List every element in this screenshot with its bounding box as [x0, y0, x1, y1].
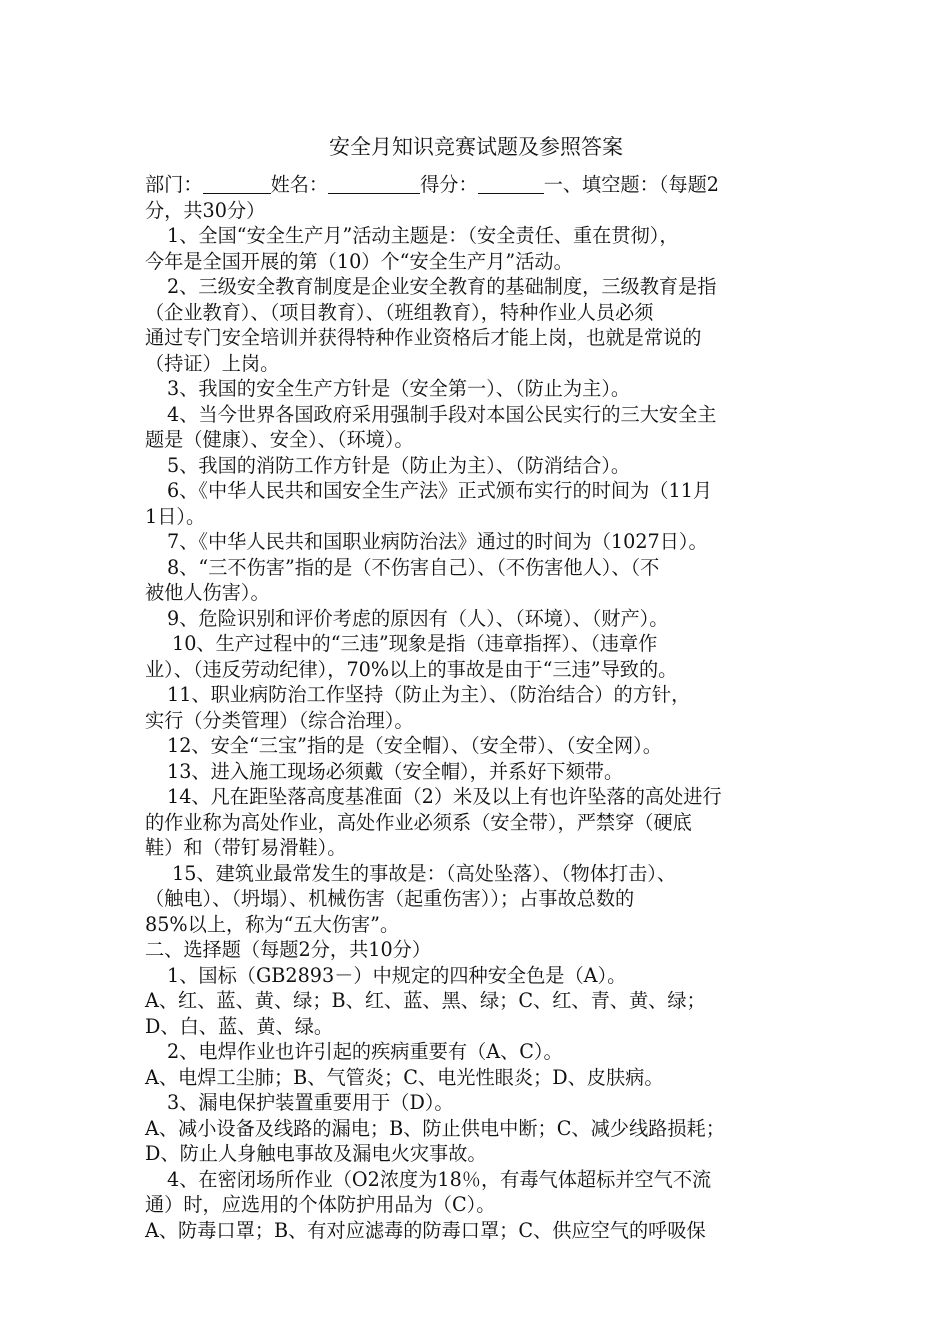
- q7-line-1: 7、《中华人民共和国职业病防治法》通过的时间为（1027日）。: [167, 530, 708, 553]
- question-2: [145, 274, 807, 376]
- question-3: [145, 376, 807, 402]
- score-label: 得分：: [420, 173, 478, 196]
- q11-line-1: 11、职业病防治工作坚持（防止为主）、（防治结合）的方针，: [167, 683, 691, 706]
- q4-line-1: 4、当今世界各国政府采用强制手段对本国公民实行的三大安全主: [167, 402, 717, 426]
- cq1-line-3: D、白、蓝、黄、绿。: [145, 1014, 334, 1038]
- question-14: [145, 784, 807, 861]
- question-15: [145, 861, 807, 938]
- q15-line-3: 85%以上，称为“五大伤害”。: [145, 912, 400, 936]
- question-5: [145, 453, 807, 479]
- q1-line-1: 1、全国“安全生产月”活动主题是：（安全责任、重在贯彻），: [167, 224, 679, 247]
- q2-line-3: 通过专门安全培训并获得特种作业资格后才能上岗，也就是常说的: [145, 326, 702, 349]
- section2-title: 二、选择题（每题2分，共10分）: [145, 938, 432, 961]
- question-12: [145, 733, 807, 759]
- cq1-line-2: A、红、蓝、黄、绿；B、红、蓝、黑、绿；C、红、青、黄、绿；: [145, 989, 706, 1012]
- cq3-line-1: 3、漏电保护装置重要用于（D）。: [167, 1091, 454, 1114]
- question-13: [145, 759, 807, 785]
- q2-line-1: 2、三级安全教育制度是企业安全教育的基础制度，三级教育是指: [167, 275, 717, 298]
- choice-question-2: [145, 1039, 807, 1090]
- question-10: [145, 631, 807, 682]
- q15-line-2: （触电）、（坍塌）、机械伤害（起重伤害））；占事故总数的: [145, 887, 635, 910]
- q14-line-3: 鞋）和（带钉易滑鞋）。: [145, 836, 347, 859]
- name-blank[interactable]: [328, 175, 420, 194]
- question-8: [145, 555, 807, 606]
- q12-line-1: 12、安全“三宝”指的是（安全帽）、（安全带）、（安全网）。: [167, 734, 662, 757]
- question-11: [145, 682, 807, 733]
- choice-question-1: [145, 963, 807, 1040]
- q6-line-2: 1日）。: [145, 504, 206, 528]
- q14-line-1: 14、凡在距坠落高度基准面（2）米及以上有也许坠落的高处进行: [167, 785, 722, 808]
- q4-line-2: 题是（健康）、安全）、（环境）。: [145, 428, 414, 451]
- q14-line-2: 的作业称为高处作业，高处作业必须系（安全带），严禁穿（硬底: [145, 810, 692, 834]
- q11-line-2: 实行（分类管理）（综合治理）。: [145, 708, 414, 732]
- question-4: [145, 402, 807, 453]
- question-7: [145, 529, 807, 555]
- q10-line-1: 10、生产过程中的“三违”现象是指（违章指挥）、（违章作: [172, 632, 658, 655]
- choice-question-3: [145, 1090, 807, 1167]
- question-1: [145, 223, 807, 274]
- q2-line-2: （企业教育）、（项目教育）、（班组教育），特种作业人员必须: [145, 300, 654, 324]
- q10-line-2: 业）、（违反劳动纪律），70%以上的事故是由于“三违”导致的。: [145, 657, 678, 681]
- document-body: [145, 132, 807, 1243]
- dept-blank[interactable]: [203, 175, 271, 194]
- q3-line-1: 3、我国的安全生产方针是（安全第一）、（防止为主）。: [167, 377, 631, 400]
- cq4-line-1: 4、在密闭场所作业（O2浓度为18％，有毒气体超标并空气不流: [167, 1167, 712, 1191]
- cq2-line-1: 2、电焊作业也许引起的疾病重要有（A、C）。: [167, 1040, 563, 1063]
- cq3-line-3: D、防止人身触电事故及漏电火灾事故。: [145, 1142, 487, 1165]
- q1-line-2: 今年是全国开展的第（10）个“安全生产月”活动。: [145, 249, 573, 273]
- section1-title: 一、填空题：（每题2: [543, 173, 719, 196]
- q9-line-1: 9、危险识别和评价考虑的原因有（人）、（环境）、（财产）。: [167, 606, 669, 630]
- q8-line-2: 被他人伤害）。: [145, 581, 270, 604]
- q8-line-1: 8、“三不伤害”指的是（不伤害自己）、（不伤害他人）、（不: [167, 555, 660, 579]
- dept-label: 部门：: [145, 173, 203, 196]
- choice-question-4: [145, 1167, 807, 1244]
- cq1-line-1: 1、国标（GB2893－）中规定的四种安全色是（A）。: [167, 963, 627, 987]
- cq4-line-3: A、防毒口罩；B、有对应滤毒的防毒口罩；C、供应空气的呼吸保: [145, 1218, 706, 1242]
- cq4-line-2: 通）时，应选用的个体防护用品为（C）。: [145, 1193, 496, 1216]
- score-blank[interactable]: [478, 175, 544, 194]
- q13-line-1: 13、进入施工现场必须戴（安全帽），并系好下颏带。: [167, 759, 624, 783]
- q6-line-1: 6、《中华人民共和国安全生产法》正式颁布实行的时间为（11月: [167, 479, 713, 502]
- section1-title-cont: 分，共30分）: [145, 198, 266, 222]
- document-title: 安全月知识竞赛试题及参照答案: [329, 135, 623, 159]
- question-6: [145, 478, 807, 529]
- q15-line-1: 15、建筑业最常发生的事故是：（高处坠落）、（物体打击）、: [172, 861, 677, 885]
- cq3-line-2: A、减小设备及线路的漏电；B、防止供电中断；C、减少线路损耗；: [145, 1116, 725, 1140]
- cq2-line-2: A、电焊工尘肺；B、气管炎；C、电光性眼炎；D、皮肤病。: [145, 1065, 664, 1089]
- q2-line-4: （持证）上岗。: [145, 351, 280, 375]
- question-9: [145, 606, 807, 632]
- name-label: 姓名：: [270, 173, 329, 196]
- q5-line-1: 5、我国的消防工作方针是（防止为主）、（防消结合）。: [167, 453, 631, 477]
- header-fields: [145, 172, 807, 198]
